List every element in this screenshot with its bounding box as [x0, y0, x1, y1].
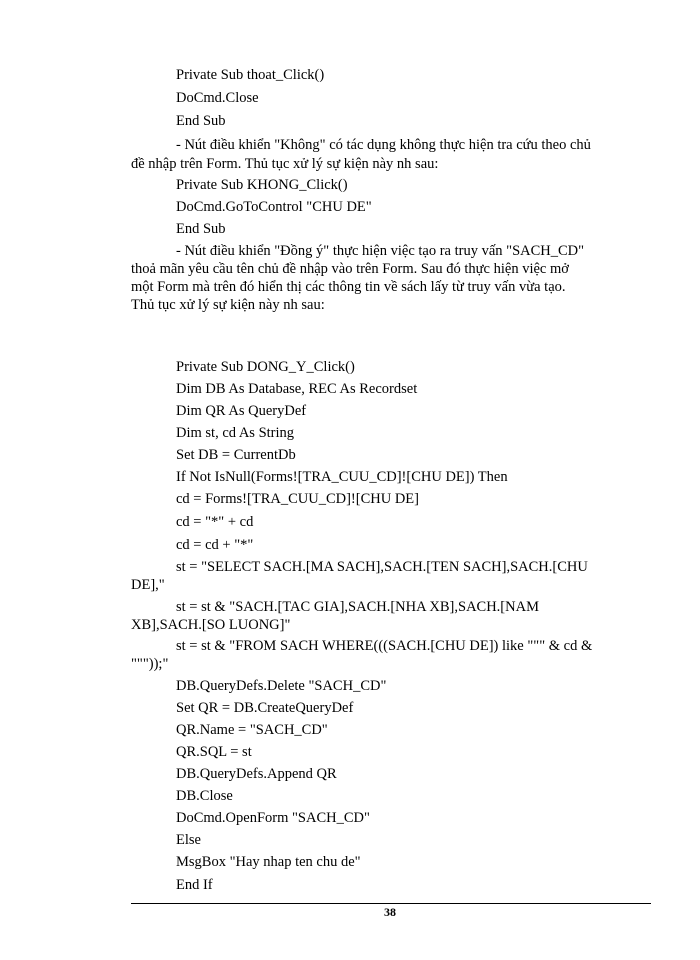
code-line: Set DB = CurrentDb — [176, 447, 296, 463]
code-line: Dim QR As QueryDef — [176, 403, 307, 419]
code-line: DB.QueryDefs.Delete "SACH_CD" — [176, 678, 387, 694]
code-line: QR.Name = "SACH_CD" — [176, 722, 328, 738]
page-number: 38 — [384, 905, 396, 919]
code-line: Else — [176, 832, 201, 848]
code-line: DoCmd.Close — [176, 90, 259, 106]
code-line: Private Sub DONG_Y_Click() — [176, 359, 355, 375]
code-line: cd = "*" + cd — [176, 514, 254, 530]
code-line: Set QR = DB.CreateQueryDef — [176, 700, 354, 716]
code-line: MsgBox "Hay nhap ten chu de" — [176, 854, 361, 870]
code-line: DE]," — [131, 577, 165, 593]
paragraph-line: thoả mãn yêu cầu tên chủ đề nhập vào trên Form. Sau đó thực hiện việc mở — [131, 261, 569, 277]
code-line: End If — [176, 877, 213, 893]
code-line: Dim DB As Database, REC As Recordset — [176, 381, 418, 397]
code-line: cd = Forms![TRA_CUU_CD]![CHU DE] — [176, 491, 419, 507]
code-line: st = st & "SACH.[TAC GIA],SACH.[NHA XB],SACH.[NAM — [176, 599, 539, 615]
code-line: QR.SQL = st — [176, 744, 252, 760]
code-line: st = "SELECT SACH.[MA SACH],SACH.[TEN SACH],SACH.[CHU — [176, 559, 588, 575]
paragraph-line: - Nút điều khiển "Đồng ý" thực hiện việc tạo ra truy vấn "SACH_CD" — [176, 243, 585, 259]
code-line: End Sub — [176, 113, 226, 129]
code-line: Private Sub KHONG_Click() — [176, 177, 348, 193]
paragraph-line: Thủ tục xử lý sự kiện này nh sau: — [131, 297, 325, 313]
code-line: Private Sub thoat_Click() — [176, 67, 325, 83]
code-line: If Not IsNull(Forms![TRA_CUU_CD]![CHU DE]) Then — [176, 469, 508, 485]
footer-rule — [131, 903, 651, 904]
code-line: DoCmd.GoToControl "CHU DE" — [176, 199, 372, 215]
code-line: cd = cd + "*" — [176, 537, 254, 553]
code-line: XB],SACH.[SO LUONG]" — [131, 617, 291, 633]
paragraph-line: một Form mà trên đó hiển thị các thông tin về sách lấy từ truy vấn vừa tạo. — [131, 279, 566, 295]
paragraph-line: đề nhập trên Form. Thủ tục xử lý sự kiện này nh sau: — [131, 156, 439, 172]
paragraph-line: - Nút điều khiển "Không" có tác dụng không thực hiện tra cứu theo chủ — [176, 137, 591, 153]
code-line: Dim st, cd As String — [176, 425, 295, 441]
code-line: st = st & "FROM SACH WHERE(((SACH.[CHU DE]) like """ & cd & — [176, 638, 593, 654]
code-line: DB.Close — [176, 788, 233, 804]
code-line: DoCmd.OpenForm "SACH_CD" — [176, 810, 370, 826]
code-line: """));" — [131, 656, 169, 672]
code-line: End Sub — [176, 221, 226, 237]
code-line: DB.QueryDefs.Append QR — [176, 766, 337, 782]
